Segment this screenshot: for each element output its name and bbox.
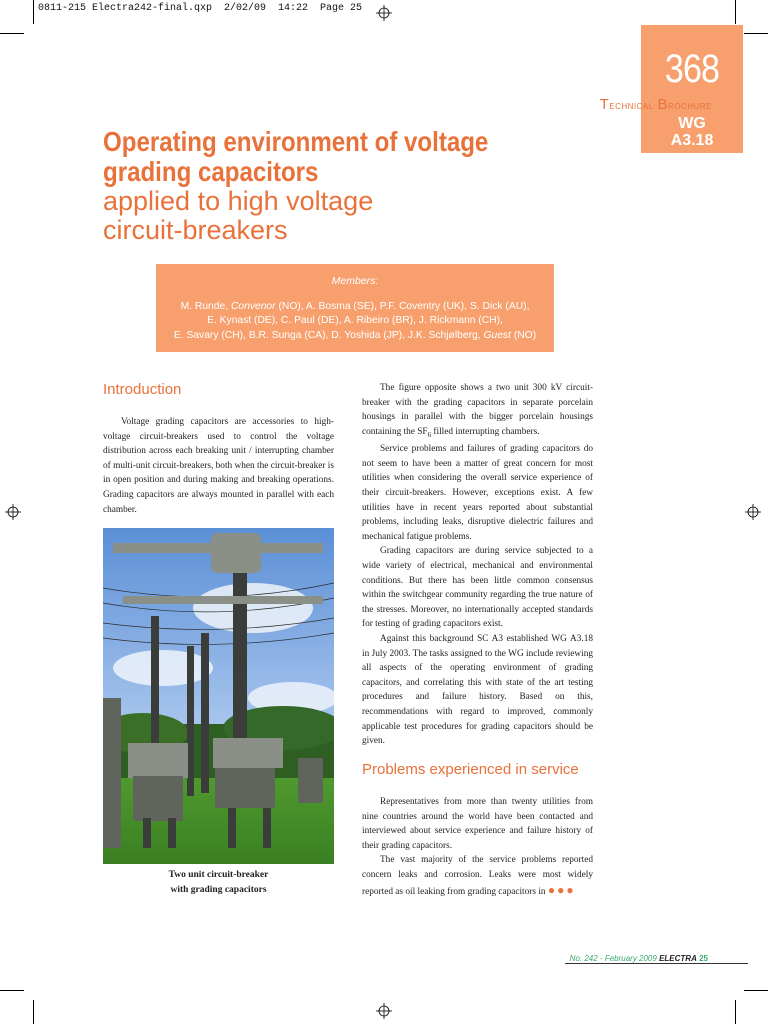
problems-heading: Problems experienced in service [362, 761, 579, 778]
brochure-badge [641, 25, 743, 153]
paragraph: The figure opposite shows a two unit 300 kV circuit-breaker with the grading capacitors in separate porcelain housings in parallel with the bigger porcelain housings containing the $SF_6$ filled interrupting chambers. [362, 383, 593, 439]
page-footer [570, 954, 708, 963]
paragraph: The vast majority of the service problems reported concern leaks and corrosion. Leaks were most widely reported as oil leaking from grading capacitors in ●●● [362, 855, 593, 897]
article-title: Operating environment of voltage grading capacitors [103, 126, 489, 187]
crop-mark-bl-v [33, 1000, 34, 1024]
journal-name: ELECTRA [659, 954, 697, 963]
working-group-label: WG [678, 115, 706, 132]
issue-label: No. 242 - February 2009 [569, 954, 657, 963]
crop-mark-tl-v [33, 0, 34, 24]
body-text-column [362, 381, 593, 749]
footer-rule [565, 963, 748, 964]
registration-mark-left [5, 504, 21, 520]
brochure-number: 368 [664, 47, 720, 91]
working-group-code: A3.18 [670, 132, 714, 149]
paragraph: Against this background SC A3 established WG A3.18 in July 2003. The tasks assigned to the WG include reviewing all aspects of the operating environment of grading capacitors, and correlating this with state of the art testing procedures and failure history. Based on this, recommendations with regard to improved, commonly applicable test procedures for grading capacitors should be given. [362, 633, 593, 747]
registration-mark-bottom [376, 1003, 392, 1019]
continue-dots: ●●● [547, 882, 576, 897]
paragraph: Grading capacitors are during service subjected to a wide variety of electrical, mechanical and environmental conditions. But there has been little common consensus within the switchgear community regarding the true nature of the stresses. Moreover, no internationally accepted standards for testing of grading capacitors exist. [362, 546, 593, 630]
paragraph: Representatives from more than twenty utilities from nine countries around the world have been contacted and interviewed about service experience and failure history of their grading capacitors. [362, 797, 593, 851]
article-subtitle: applied to high voltage circuit-breakers [103, 186, 374, 245]
page-number: 25 [699, 954, 708, 963]
printer-slug: 0811-215 Electra242-final.qxp 2/02/09 14:22 Page 25 [38, 3, 363, 14]
crop-mark-bl-h [0, 990, 24, 991]
introduction-heading: Introduction [103, 381, 182, 398]
crop-mark-br-v [735, 1000, 736, 1024]
crop-mark-tl-h [0, 33, 24, 34]
circuit-breaker-photo [103, 528, 334, 864]
crop-mark-br-h [744, 990, 768, 991]
registration-mark-right [745, 504, 761, 520]
photo-caption: Two unit circuit-breaker with grading capacitors [168, 870, 269, 895]
problems-text [362, 795, 593, 899]
paragraph: Service problems and failures of grading capacitors do not seem to have been a matter of great concern for most utilities when considering the overall service experience of their circuit-breakers. However, exceptions exist. A few utilities have in recent years reported about substantial problems, including leaks, disruptive dielectric failures and mechanical fatigue problems. [362, 444, 593, 542]
members-list: M. Runde, Convenor (NO), A. Bosma (SE), P.F. Coventry (UK), S. Dick (AU), E. Kynast (DE), C. Paul (DE), A. Ribeiro (BR), J. Rickmann (CH), E. Savary (CH), B.R. Sunga (CA), D. Yoshida (JP), J.K. Schjølberg, Guest (NO) [173, 300, 537, 341]
introduction-text: Voltage grading capacitors are accessories to high-voltage circuit-breakers used to control the voltage distribution across each breaking unit / interrupting chamber of multi-unit circuit-breakers, both when the circuit-breaker is in open position and during making and breaking operations. Grading capacitors are always mounted in parallel with each chamber. [103, 417, 334, 515]
crop-mark-tr-h [744, 33, 768, 34]
registration-mark-top [376, 5, 392, 21]
members-box [156, 264, 554, 352]
crop-mark-tr-v [735, 0, 736, 24]
members-heading: Members: [331, 275, 379, 287]
technical-brochure-label: Technical Brochure [599, 96, 712, 113]
